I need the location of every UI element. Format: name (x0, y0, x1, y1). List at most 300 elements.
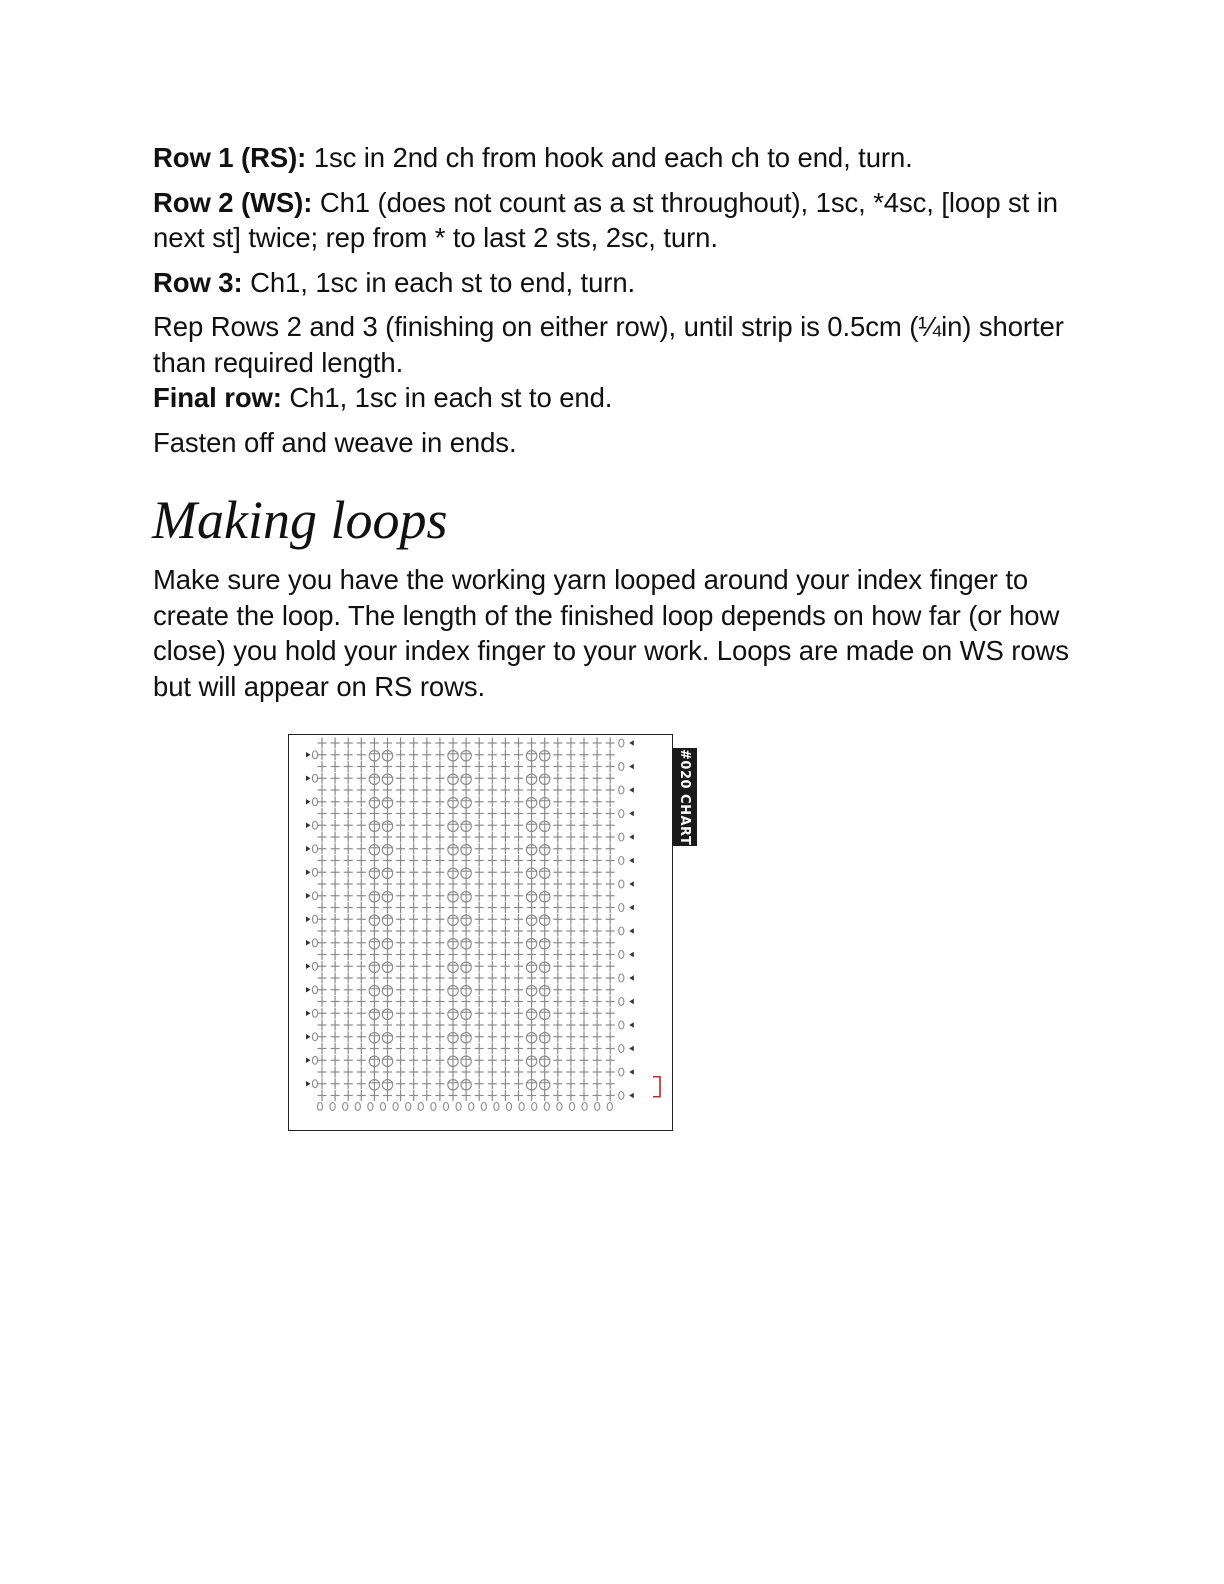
row-arrow-left (629, 811, 634, 817)
sc-stitch-symbol (344, 961, 353, 972)
sc-stitch-symbol (449, 902, 458, 913)
sc-stitch-symbol (606, 1031, 615, 1042)
sc-stitch-symbol (449, 949, 458, 960)
row-arrow-right (306, 822, 311, 828)
sc-stitch-symbol (606, 996, 615, 1007)
sc-stitch-symbol (449, 1067, 458, 1078)
sc-stitch-symbol (475, 937, 484, 948)
turning-chain-symbol (619, 1068, 624, 1076)
sc-stitch-symbol (514, 867, 523, 878)
foundation-chain-symbol (343, 1103, 348, 1111)
sc-stitch-symbol (514, 1020, 523, 1031)
sc-stitch-symbol (435, 879, 444, 890)
foundation-chain-symbol (569, 1103, 574, 1111)
sc-stitch-symbol (566, 773, 575, 784)
sc-stitch-symbol (553, 961, 562, 972)
sc-stitch-symbol (593, 890, 602, 901)
sc-stitch-symbol (449, 879, 458, 890)
foundation-chain-symbol (418, 1103, 423, 1111)
sc-stitch-symbol (527, 785, 536, 796)
sc-stitch-symbol (488, 1067, 497, 1078)
sc-stitch-symbol (553, 996, 562, 1007)
sc-stitch-symbol (422, 749, 431, 760)
sc-stitch-symbol (344, 1078, 353, 1089)
sc-stitch-symbol (593, 926, 602, 937)
sc-stitch-symbol (435, 855, 444, 866)
sc-stitch-symbol (396, 973, 405, 984)
sc-stitch-symbol (318, 1055, 327, 1066)
sc-stitch-symbol (566, 832, 575, 843)
sc-stitch-symbol (501, 796, 510, 807)
row-arrow-left (629, 764, 634, 770)
sc-stitch-symbol (580, 867, 589, 878)
final-row-label: Final row: (153, 382, 282, 413)
sc-stitch-symbol (580, 961, 589, 972)
sc-stitch-symbol (514, 984, 523, 995)
sc-stitch-symbol (475, 890, 484, 901)
sc-stitch-symbol (606, 879, 615, 890)
sc-stitch-symbol (593, 914, 602, 925)
sc-stitch-symbol (318, 738, 327, 749)
sc-stitch-symbol (409, 973, 418, 984)
sc-stitch-symbol (318, 1043, 327, 1054)
sc-stitch-symbol (422, 926, 431, 937)
sc-stitch-symbol (580, 832, 589, 843)
sc-stitch-symbol (357, 914, 366, 925)
sc-stitch-symbol (566, 1031, 575, 1042)
row-arrow-left (629, 1022, 634, 1028)
sc-stitch-symbol (357, 843, 366, 854)
sc-stitch-symbol (318, 890, 327, 901)
sc-stitch-symbol (488, 749, 497, 760)
sc-stitch-symbol (606, 785, 615, 796)
row-arrow-left (629, 928, 634, 934)
sc-stitch-symbol (475, 1090, 484, 1101)
sc-stitch-symbol (409, 984, 418, 995)
sc-stitch-symbol (462, 949, 471, 960)
sc-stitch-symbol (553, 973, 562, 984)
sc-stitch-symbol (449, 973, 458, 984)
sc-stitch-symbol (527, 1020, 536, 1031)
turning-chain-symbol (619, 951, 624, 959)
sc-stitch-symbol (593, 996, 602, 1007)
sc-stitch-symbol (396, 749, 405, 760)
sc-stitch-symbol (566, 984, 575, 995)
sc-stitch-symbol (331, 855, 340, 866)
sc-stitch-symbol (422, 973, 431, 984)
loop-stitch-symbol (461, 913, 472, 925)
loop-stitch-symbol (382, 749, 393, 761)
sc-stitch-symbol (540, 1067, 549, 1078)
loop-stitch-symbol (382, 960, 393, 972)
sc-stitch-symbol (318, 820, 327, 831)
sc-stitch-symbol (422, 1020, 431, 1031)
row-arrow-right (306, 1081, 311, 1087)
sc-stitch-symbol (475, 914, 484, 925)
sc-stitch-symbol (488, 785, 497, 796)
sc-stitch-symbol (488, 890, 497, 901)
sc-stitch-symbol (357, 785, 366, 796)
sc-stitch-symbol (514, 761, 523, 772)
sc-stitch-symbol (409, 926, 418, 937)
sc-stitch-symbol (580, 808, 589, 819)
sc-stitch-symbol (344, 832, 353, 843)
loop-stitch-symbol (369, 1054, 380, 1066)
sc-stitch-symbol (396, 879, 405, 890)
sc-stitch-symbol (488, 1020, 497, 1031)
sc-stitch-symbol (422, 1031, 431, 1042)
sc-stitch-symbol (435, 808, 444, 819)
sc-stitch-symbol (475, 902, 484, 913)
sc-stitch-symbol (488, 855, 497, 866)
sc-stitch-symbol (422, 820, 431, 831)
sc-stitch-symbol (409, 820, 418, 831)
sc-stitch-symbol (331, 902, 340, 913)
sc-stitch-symbol (383, 1020, 392, 1031)
sc-stitch-symbol (435, 1008, 444, 1019)
sc-stitch-symbol (593, 1043, 602, 1054)
sc-stitch-symbol (422, 984, 431, 995)
loop-stitch-symbol (382, 1054, 393, 1066)
sc-stitch-symbol (344, 1090, 353, 1101)
row-arrow-left (629, 834, 634, 840)
sc-stitch-symbol (593, 749, 602, 760)
sc-stitch-symbol (318, 937, 327, 948)
sc-stitch-symbol (501, 738, 510, 749)
turning-chain-symbol (312, 868, 317, 876)
turning-chain-symbol (312, 751, 317, 759)
sc-stitch-symbol (409, 867, 418, 878)
sc-stitch-symbol (488, 1090, 497, 1101)
loop-stitch-symbol (369, 749, 380, 761)
sc-stitch-symbol (357, 773, 366, 784)
sc-stitch-symbol (344, 879, 353, 890)
sc-stitch-symbol (527, 973, 536, 984)
chart-tab-label: #020 CHART (672, 748, 697, 846)
sc-stitch-symbol (383, 808, 392, 819)
sc-stitch-symbol (409, 1020, 418, 1031)
sc-stitch-symbol (344, 738, 353, 749)
sc-stitch-symbol (527, 1067, 536, 1078)
sc-stitch-symbol (462, 785, 471, 796)
foundation-chain-symbol (317, 1103, 322, 1111)
sc-stitch-symbol (527, 832, 536, 843)
sc-stitch-symbol (344, 855, 353, 866)
sc-stitch-symbol (331, 1031, 340, 1042)
sc-stitch-symbol (580, 1008, 589, 1019)
sc-stitch-symbol (409, 796, 418, 807)
turning-chain-symbol (312, 1009, 317, 1017)
sc-stitch-symbol (566, 961, 575, 972)
sc-stitch-symbol (409, 1055, 418, 1066)
loop-stitch-symbol (369, 913, 380, 925)
sc-stitch-symbol (409, 1090, 418, 1101)
sc-stitch-symbol (566, 914, 575, 925)
sc-stitch-symbol (606, 749, 615, 760)
sc-stitch-symbol (344, 890, 353, 901)
sc-stitch-symbol (606, 808, 615, 819)
loop-stitch-symbol (539, 749, 550, 761)
sc-stitch-symbol (553, 1078, 562, 1089)
sc-stitch-symbol (318, 1008, 327, 1019)
sc-stitch-symbol (593, 843, 602, 854)
sc-stitch-symbol (462, 1020, 471, 1031)
sc-stitch-symbol (357, 1020, 366, 1031)
row-arrow-left (629, 740, 634, 746)
sc-stitch-symbol (357, 1008, 366, 1019)
sc-stitch-symbol (514, 855, 523, 866)
turning-chain-symbol (619, 857, 624, 865)
sc-stitch-symbol (593, 785, 602, 796)
row-arrow-left (629, 975, 634, 981)
sc-stitch-symbol (475, 749, 484, 760)
sc-stitch-symbol (606, 738, 615, 749)
sc-stitch-symbol (475, 1078, 484, 1089)
sc-stitch-symbol (553, 1020, 562, 1031)
sc-stitch-symbol (488, 961, 497, 972)
sc-stitch-symbol (357, 738, 366, 749)
loop-stitch-symbol (461, 819, 472, 831)
turning-chain-symbol (619, 998, 624, 1006)
sc-stitch-symbol (318, 773, 327, 784)
sc-stitch-symbol (435, 1031, 444, 1042)
sc-stitch-symbol (606, 855, 615, 866)
sc-stitch-symbol (580, 1078, 589, 1089)
sc-stitch-symbol (580, 973, 589, 984)
sc-stitch-symbol (606, 902, 615, 913)
sc-stitch-symbol (435, 973, 444, 984)
sc-stitch-symbol (435, 890, 444, 901)
sc-stitch-symbol (396, 890, 405, 901)
sc-stitch-symbol (475, 773, 484, 784)
row-1-instruction (153, 140, 1073, 176)
sc-stitch-symbol (383, 855, 392, 866)
loop-stitch-symbol (369, 984, 380, 996)
sc-stitch-symbol (553, 1090, 562, 1101)
sc-stitch-symbol (566, 1043, 575, 1054)
sc-stitch-symbol (370, 1067, 379, 1078)
sc-stitch-symbol (318, 1020, 327, 1031)
sc-stitch-symbol (462, 808, 471, 819)
sc-stitch-symbol (422, 961, 431, 972)
sc-stitch-symbol (357, 1078, 366, 1089)
sc-stitch-symbol (396, 738, 405, 749)
sc-stitch-symbol (514, 1067, 523, 1078)
sc-stitch-symbol (540, 832, 549, 843)
loop-stitch-symbol (382, 913, 393, 925)
foundation-chain-symbol (469, 1103, 474, 1111)
sc-stitch-symbol (475, 1008, 484, 1019)
sc-stitch-symbol (396, 808, 405, 819)
sc-stitch-symbol (501, 973, 510, 984)
sc-stitch-symbol (566, 843, 575, 854)
sc-stitch-symbol (580, 937, 589, 948)
sc-stitch-symbol (422, 761, 431, 772)
sc-stitch-symbol (606, 914, 615, 925)
row-2-text: Ch1 (does not count as a st throughout), 1sc, *4sc, [loop st in next st] twice; rep from * to last 2 sts, 2sc, turn. (153, 186, 1058, 253)
sc-stitch-symbol (331, 961, 340, 972)
loop-stitch-symbol (382, 819, 393, 831)
sc-stitch-symbol (553, 879, 562, 890)
loop-stitch-symbol (461, 749, 472, 761)
sc-stitch-symbol (488, 937, 497, 948)
sc-stitch-symbol (514, 1043, 523, 1054)
sc-stitch-symbol (514, 879, 523, 890)
sc-stitch-symbol (370, 785, 379, 796)
row-2-label: Row 2 (WS): (153, 186, 313, 218)
sc-stitch-symbol (409, 1008, 418, 1019)
loop-stitch-symbol (461, 772, 472, 784)
sc-stitch-symbol (606, 1008, 615, 1019)
sc-stitch-symbol (501, 867, 510, 878)
row-arrow-left (629, 787, 634, 793)
sc-stitch-symbol (553, 749, 562, 760)
row-arrow-left (629, 952, 634, 958)
sc-stitch-symbol (606, 1078, 615, 1089)
sc-stitch-symbol (435, 785, 444, 796)
sc-stitch-symbol (409, 773, 418, 784)
foundation-chain-symbol (595, 1103, 600, 1111)
sc-stitch-symbol (501, 1055, 510, 1066)
sc-stitch-symbol (409, 890, 418, 901)
row-3-instruction (153, 265, 1073, 301)
sc-stitch-symbol (318, 808, 327, 819)
sc-stitch-symbol (344, 937, 353, 948)
sc-stitch-symbol (593, 808, 602, 819)
sc-stitch-symbol (566, 926, 575, 937)
loop-stitch-symbol (539, 1007, 550, 1019)
sc-stitch-symbol (331, 1090, 340, 1101)
loop-stitch-symbol (526, 749, 537, 761)
sc-stitch-symbol (462, 1067, 471, 1078)
sc-stitch-symbol (475, 843, 484, 854)
sc-stitch-symbol (593, 855, 602, 866)
loop-stitch-symbol (448, 843, 459, 855)
sc-stitch-symbol (527, 949, 536, 960)
sc-stitch-symbol (435, 832, 444, 843)
sc-stitch-symbol (331, 1078, 340, 1089)
sc-stitch-symbol (514, 843, 523, 854)
sc-stitch-symbol (606, 843, 615, 854)
sc-stitch-symbol (370, 1020, 379, 1031)
sc-stitch-symbol (331, 749, 340, 760)
loop-stitch-symbol (448, 913, 459, 925)
sc-stitch-symbol (566, 867, 575, 878)
sc-stitch-symbol (540, 973, 549, 984)
turning-chain-symbol (619, 763, 624, 771)
sc-stitch-symbol (318, 1078, 327, 1089)
sc-stitch-symbol (501, 902, 510, 913)
sc-stitch-symbol (331, 973, 340, 984)
sc-stitch-symbol (422, 785, 431, 796)
loop-stitch-symbol (369, 1078, 380, 1090)
row-arrow-right (306, 916, 311, 922)
sc-stitch-symbol (501, 1020, 510, 1031)
row-arrow-right (306, 775, 311, 781)
sc-stitch-symbol (566, 1020, 575, 1031)
sc-stitch-symbol (475, 961, 484, 972)
sc-stitch-symbol (527, 879, 536, 890)
sc-stitch-symbol (580, 914, 589, 925)
sc-stitch-symbol (318, 996, 327, 1007)
sc-stitch-symbol (606, 937, 615, 948)
sc-stitch-symbol (593, 738, 602, 749)
foundation-chain-symbol (393, 1103, 398, 1111)
sc-stitch-symbol (580, 996, 589, 1007)
sc-stitch-symbol (318, 961, 327, 972)
sc-stitch-symbol (566, 996, 575, 1007)
sc-stitch-symbol (501, 914, 510, 925)
sc-stitch-symbol (501, 761, 510, 772)
sc-stitch-symbol (540, 785, 549, 796)
sc-stitch-symbol (331, 890, 340, 901)
loop-stitch-symbol (539, 843, 550, 855)
loop-stitch-symbol (539, 913, 550, 925)
loop-stitch-symbol (461, 1054, 472, 1066)
sc-stitch-symbol (331, 832, 340, 843)
loop-stitch-symbol (448, 1007, 459, 1019)
sc-stitch-symbol (566, 1078, 575, 1089)
sc-stitch-symbol (331, 1067, 340, 1078)
sc-stitch-symbol (580, 890, 589, 901)
sc-stitch-symbol (344, 914, 353, 925)
sc-stitch-symbol (422, 937, 431, 948)
loop-stitch-symbol (369, 960, 380, 972)
row-arrow-right (306, 846, 311, 852)
sc-stitch-symbol (514, 973, 523, 984)
sc-stitch-symbol (396, 796, 405, 807)
sc-stitch-symbol (449, 926, 458, 937)
sc-stitch-symbol (540, 808, 549, 819)
sc-stitch-symbol (318, 1031, 327, 1042)
sc-stitch-symbol (409, 1031, 418, 1042)
sc-stitch-symbol (593, 761, 602, 772)
sc-stitch-symbol (449, 1090, 458, 1101)
sc-stitch-symbol (475, 926, 484, 937)
sc-stitch-symbol (475, 808, 484, 819)
sc-stitch-symbol (357, 926, 366, 937)
loop-stitch-symbol (539, 890, 550, 902)
sc-stitch-symbol (566, 879, 575, 890)
loop-stitch-symbol (382, 843, 393, 855)
sc-stitch-symbol (318, 879, 327, 890)
foundation-chain-symbol (557, 1103, 562, 1111)
sc-stitch-symbol (396, 1031, 405, 1042)
sc-stitch-symbol (553, 984, 562, 995)
chart-symbols (289, 735, 672, 1130)
sc-stitch-symbol (396, 820, 405, 831)
loop-stitch-symbol (369, 866, 380, 878)
loop-stitch-symbol (448, 1031, 459, 1043)
sc-stitch-symbol (449, 1043, 458, 1054)
sc-stitch-symbol (357, 1043, 366, 1054)
sc-stitch-symbol (344, 949, 353, 960)
sc-stitch-symbol (396, 1008, 405, 1019)
sc-stitch-symbol (540, 902, 549, 913)
sc-stitch-symbol (318, 843, 327, 854)
sc-stitch-symbol (422, 1067, 431, 1078)
sc-stitch-symbol (318, 867, 327, 878)
foundation-chain-symbol (582, 1103, 587, 1111)
turning-chain-symbol (312, 1080, 317, 1088)
turning-chain-symbol (619, 1045, 624, 1053)
sc-stitch-symbol (475, 1067, 484, 1078)
sc-stitch-symbol (449, 996, 458, 1007)
sc-stitch-symbol (331, 1055, 340, 1066)
sc-stitch-symbol (540, 1090, 549, 1101)
sc-stitch-symbol (383, 785, 392, 796)
loop-stitch-symbol (461, 937, 472, 949)
